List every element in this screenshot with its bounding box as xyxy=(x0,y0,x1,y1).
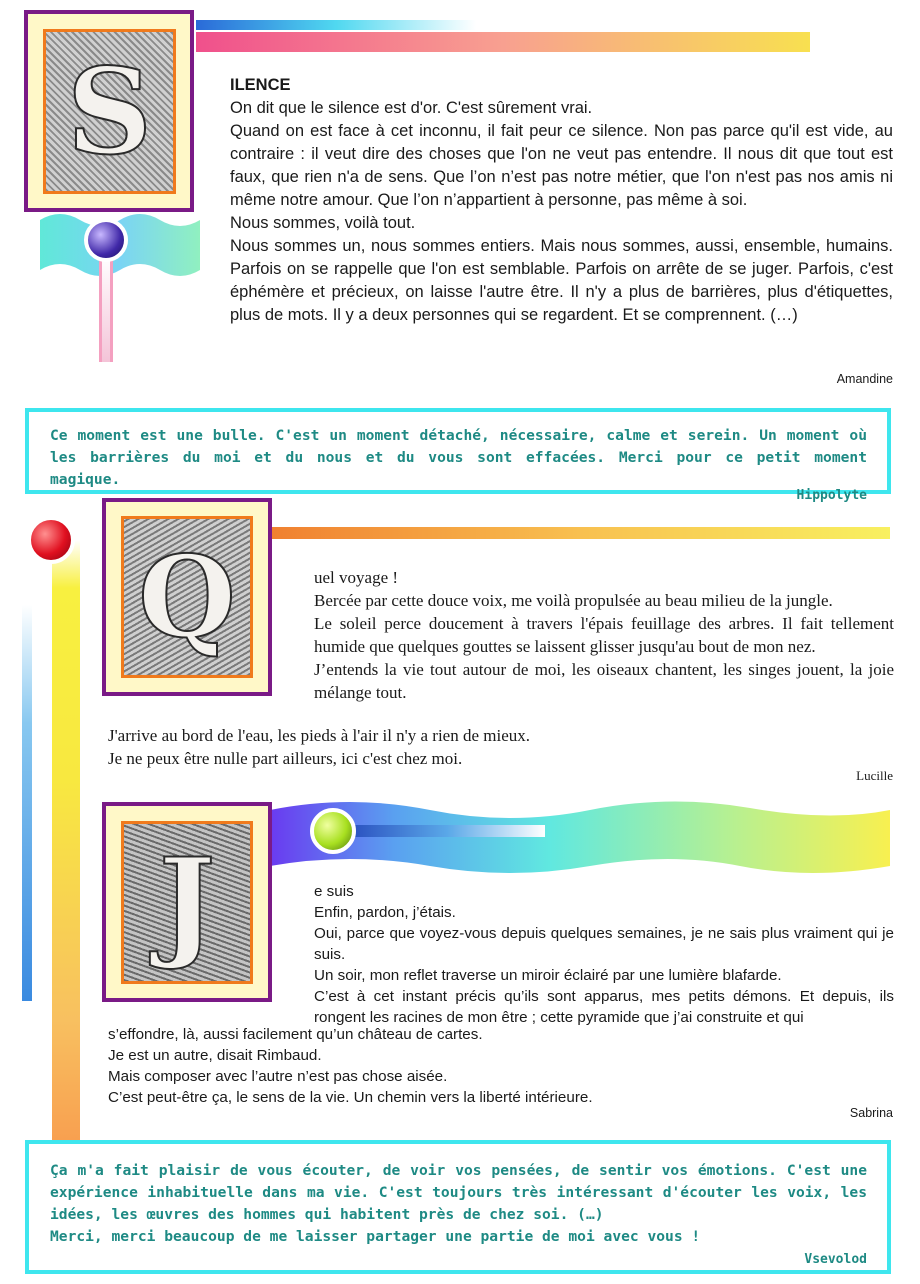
decorative-bar-orange-yellow xyxy=(270,527,890,539)
decorative-vertical-bar-yellow xyxy=(52,540,80,1140)
author-signature: Lucille xyxy=(856,768,893,783)
section-je-suis-text-full xyxy=(108,1024,894,1108)
paragraph: Quand on est face à cet inconnu, il fait peur ce silence. Non pas parce qu'il est vide, au contraire : il veut dire des choses que l'on ne veut pas entendre. Il nous dit que tout est faux, que rien n'a de sens. Que l’on n’est pas notre métier, que l'on n'est pas nos amis ni même notre amour. Que l’on n’appartient à personne, pas même à soi. xyxy=(230,122,893,209)
decorative-bar-cyan xyxy=(196,20,476,30)
decorative-wave-ribbon-rainbow xyxy=(270,800,890,876)
decorative-ball-red xyxy=(27,516,75,564)
paragraph: J’entends la vie tout autour de moi, les oiseaux chantent, les singes jouent, la joie mélange tout. xyxy=(314,660,894,702)
decorative-bar-pink-yellow xyxy=(196,32,810,52)
drop-cap-frame-s xyxy=(24,10,194,212)
quote-box-vsevolod xyxy=(25,1140,891,1274)
paragraph: uel voyage ! xyxy=(314,568,399,587)
drop-cap-inner-q xyxy=(121,516,253,678)
quote-author: Hippolyte xyxy=(796,488,867,503)
paragraph: C’est à cet instant précis qu’ils sont apparus, mes petits démons. Et depuis, ils rongent les racines de mon être ; cette pyramide que j’ai construite et qui xyxy=(314,988,894,1026)
paragraph: Nous sommes un, nous sommes entiers. Mais nous sommes, aussi, ensemble, humains. Parfois on se rappelle que l'on est semblable. Parfois on arrête de se juger. Parfois, c'est éphémère et précieux, on laisse l'autre être. Il n'y a plus de barrières, plus d'étiquettes, plus de mots. Il y a deux personnes qui se regardent. Et se comprennent. (…) xyxy=(230,237,893,324)
drop-cap-inner-s xyxy=(43,29,176,194)
quote-text: Ça m'a fait plaisir de vous écouter, de voir vos pensées, de sentir vos émotions. C'est une expérience inhabituelle dans ma vie. C'est toujours très intéressant d'écouter les voix, les idées, les œuvres des hommes qui habitent près de chez soi. (…) xyxy=(50,1162,867,1223)
paragraph: Je ne peux être nulle part ailleurs, ici c'est chez moi. xyxy=(108,749,463,768)
quote-box-hippolyte xyxy=(25,408,891,503)
section-voyage-text-full xyxy=(108,724,894,770)
quote-author: Vsevolod xyxy=(804,1252,867,1267)
section-silence-text xyxy=(230,74,893,327)
paragraph: Nous sommes, voilà tout. xyxy=(230,214,416,232)
paragraph: J'arrive au bord de l'eau, les pieds à l'air il n'y a rien de mieux. xyxy=(108,726,530,745)
decorative-stick xyxy=(99,256,113,362)
paragraph: On dit que le silence est d'or. C'est sûrement vrai. xyxy=(230,99,593,117)
section-je-suis-text xyxy=(314,881,894,1028)
quote-text: Merci, merci beaucoup de me laisser partager une partie de moi avec vous ! xyxy=(50,1228,701,1245)
drop-cap-frame-q xyxy=(102,498,272,696)
paragraph: e suis xyxy=(314,883,354,900)
section-voyage-text xyxy=(314,566,894,704)
decorative-ball-purple xyxy=(84,218,128,262)
paragraph: Enfin, pardon, j’étais. xyxy=(314,904,456,921)
paragraph: C’est peut-être ça, le sens de la vie. Un chemin vers la liberté intérieure. xyxy=(108,1089,593,1106)
section-title: ILENCE xyxy=(230,76,291,94)
author-signature: Sabrina xyxy=(849,1106,893,1120)
paragraph: Bercée par cette douce voix, me voilà propulsée au beau milieu de la jungle. xyxy=(314,591,833,610)
drop-cap-letter-q: Q xyxy=(138,531,236,663)
paragraph: Le soleil perce doucement à travers l'épais feuillage des arbres. Il fait tellement humide que quelques gouttes se laissent glisser jusqu'au bout de mon nez. xyxy=(314,614,894,656)
quote-text: Ce moment est une bulle. C'est un moment détaché, nécessaire, calme et serein. Un moment où les barrières du moi et du nous et du vous sont effacées. Merci pour ce petit moment magique. xyxy=(50,427,867,488)
paragraph: Mais composer avec l’autre n’est pas chose aisée. xyxy=(108,1068,448,1085)
paragraph: Un soir, mon reflet traverse un miroir éclairé par une lumière blafarde. xyxy=(314,967,782,984)
decorative-bar-blue xyxy=(350,825,545,837)
drop-cap-frame-j xyxy=(102,802,272,1002)
decorative-vertical-bar-blue xyxy=(22,605,32,1001)
author-signature: Amandine xyxy=(836,372,893,386)
decorative-ball-green xyxy=(310,808,356,854)
paragraph: Je est un autre, disait Rimbaud. xyxy=(108,1047,322,1064)
paragraph: Oui, parce que voyez-vous depuis quelques semaines, je ne sais plus vraiment qui je suis. xyxy=(314,925,894,963)
paragraph: s’effondre, là, aussi facilement qu’un château de cartes. xyxy=(108,1026,483,1043)
drop-cap-letter-j: J xyxy=(158,832,216,973)
drop-cap-inner-j xyxy=(121,821,253,984)
drop-cap-letter-s: S xyxy=(66,42,153,181)
